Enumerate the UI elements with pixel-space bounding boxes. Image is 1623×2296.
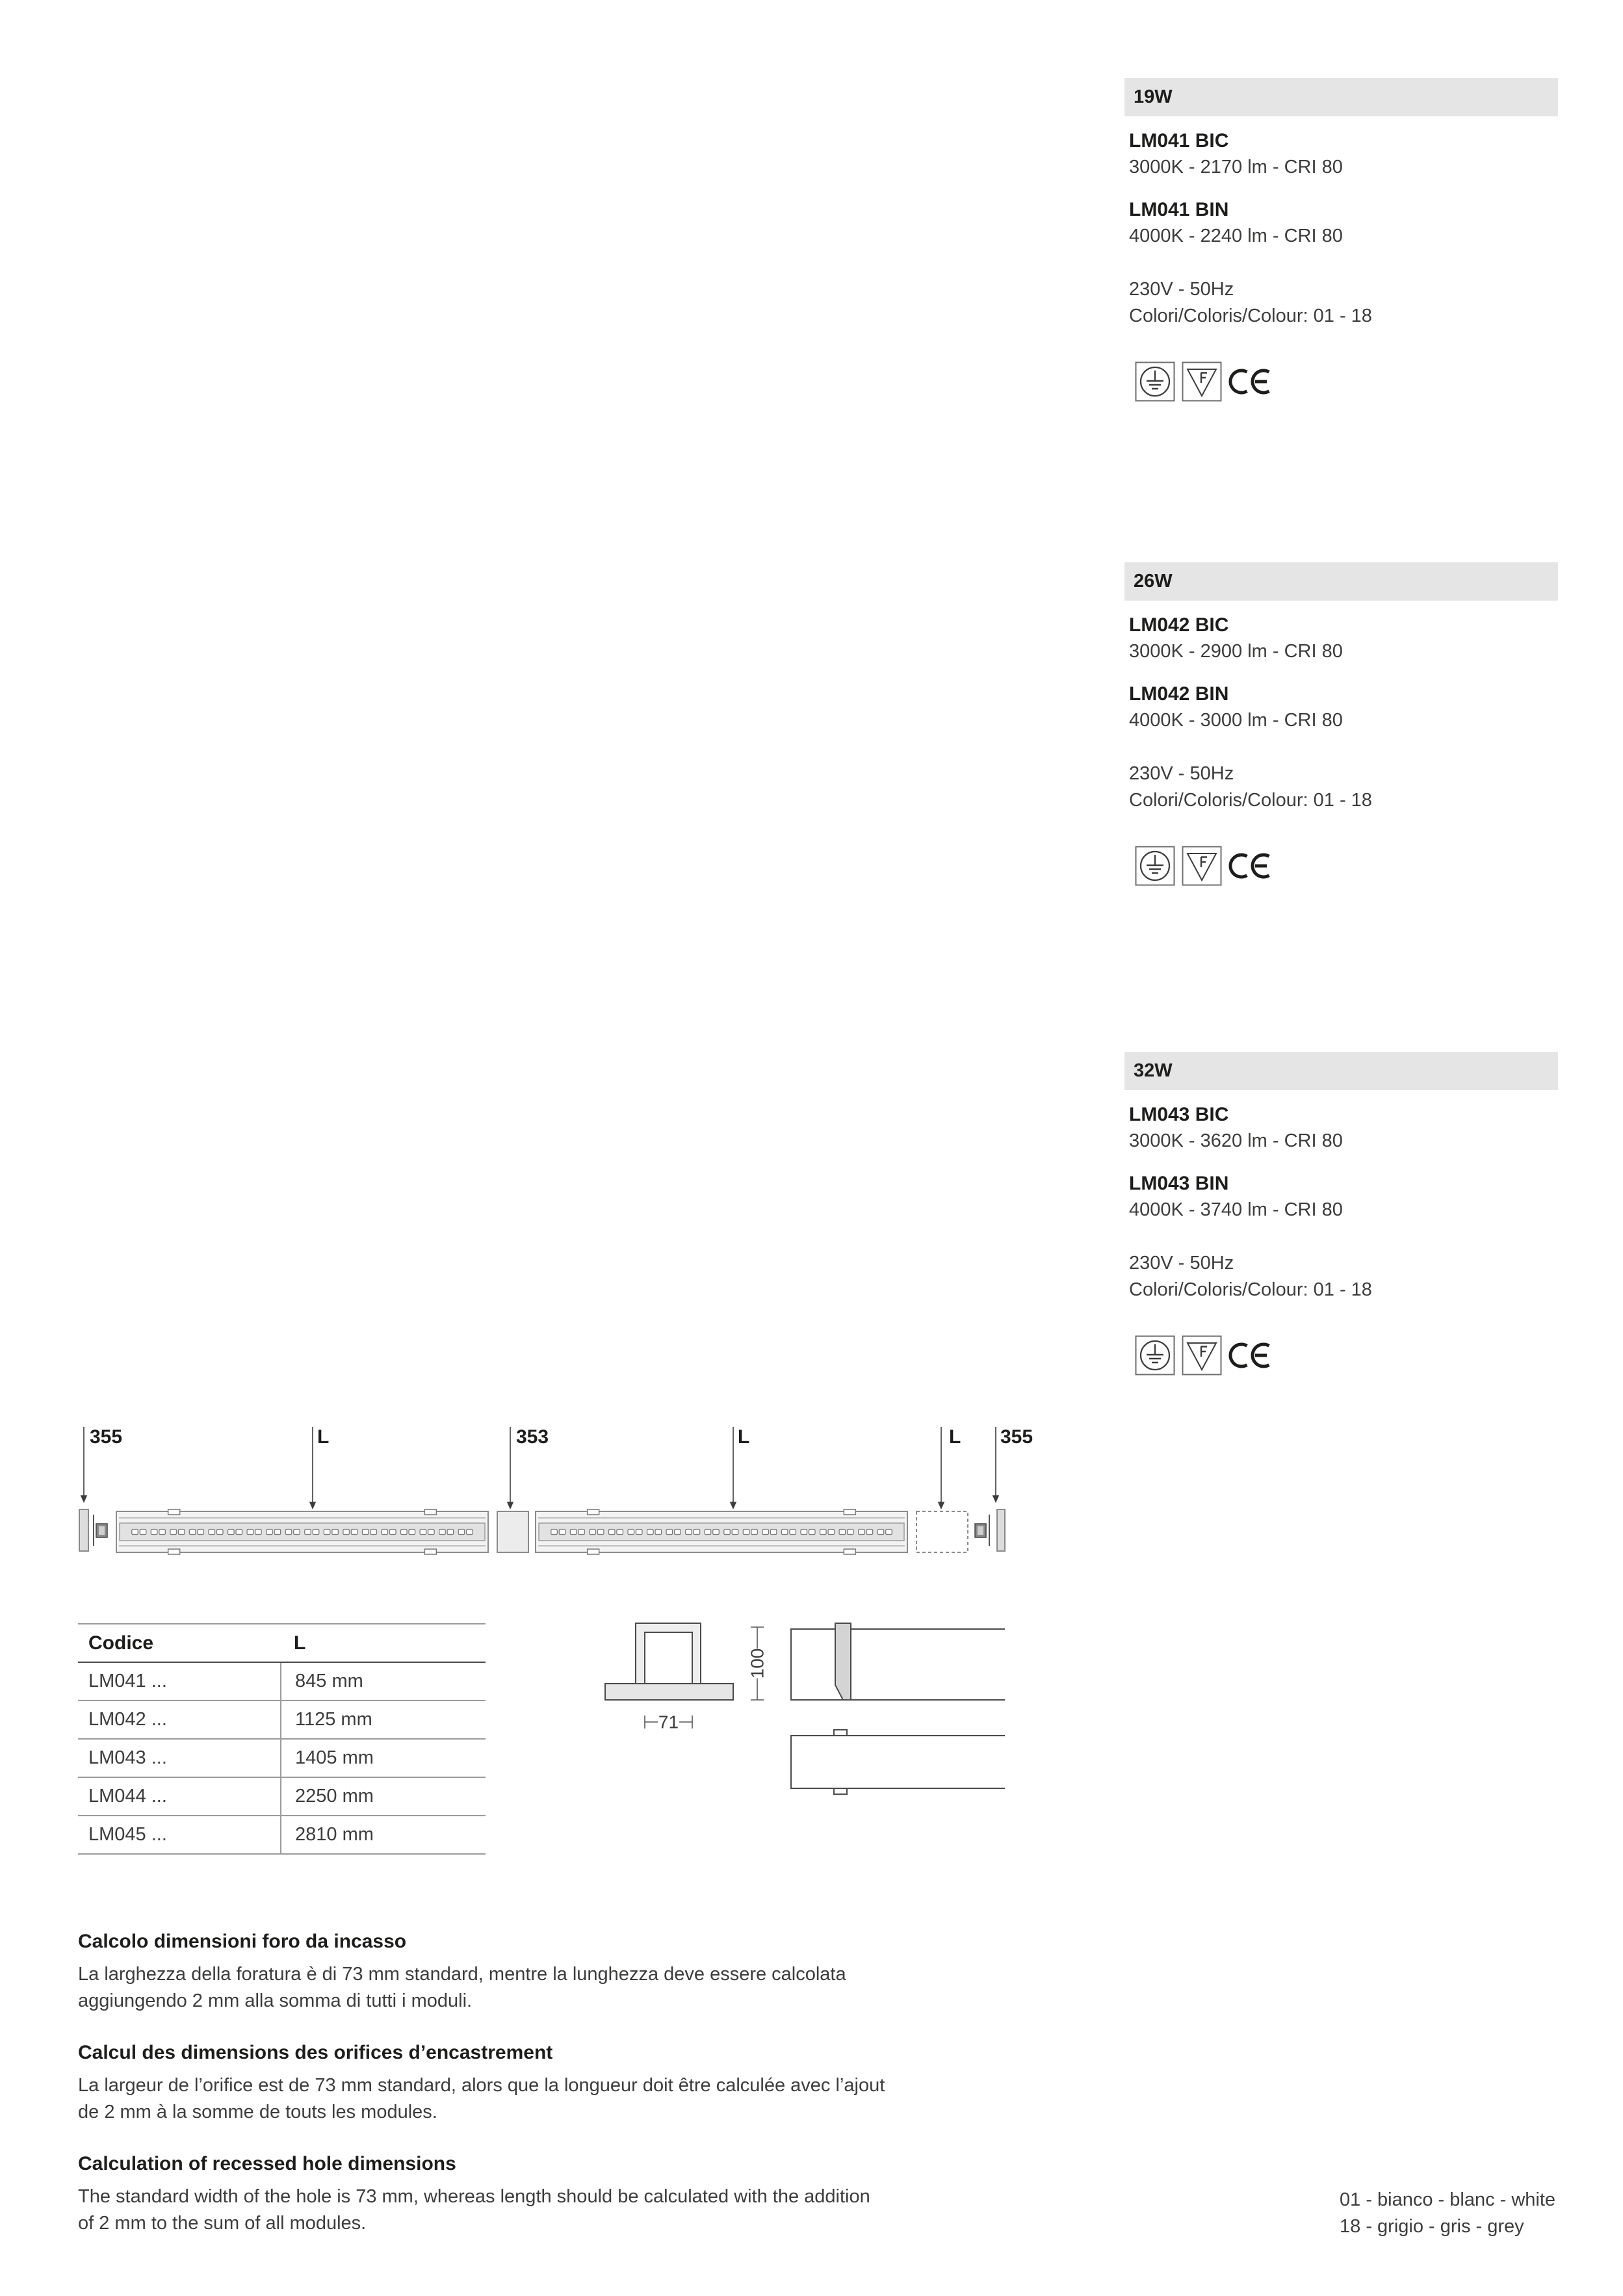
led-module: [536, 1509, 907, 1554]
end-cap-left: [79, 1509, 88, 1551]
note-title: Calculation of recessed hole dimensions: [78, 2153, 456, 2174]
earth-class-icon: [1135, 361, 1175, 402]
led-chip: [801, 1530, 807, 1535]
spacer-block: [497, 1511, 528, 1552]
led-chip: [877, 1530, 884, 1535]
led-chip: [236, 1530, 242, 1535]
led-chip: [198, 1530, 204, 1535]
earth-class-icon: [1135, 1335, 1175, 1376]
led-chip: [428, 1530, 435, 1535]
model-code: LM043 BIN: [1129, 1173, 1229, 1194]
dimension-label: 355: [1000, 1426, 1033, 1448]
led-chip: [781, 1530, 788, 1535]
led-chip: [305, 1530, 311, 1535]
dimension-label: 355: [90, 1426, 123, 1448]
f-mark-icon: [1182, 846, 1222, 886]
model-code: LM041 BIN: [1129, 199, 1229, 220]
led-chip: [140, 1530, 146, 1535]
model-code: LM043 BIC: [1129, 1104, 1229, 1125]
cell-code: LM042 ...: [88, 1709, 167, 1730]
note-english: [78, 2150, 988, 2237]
optional-module-outline: [916, 1511, 968, 1552]
model-spec: 4000K - 3000 lm - CRI 80: [1129, 710, 1343, 731]
led-chip: [559, 1530, 565, 1535]
led-chip: [597, 1530, 604, 1535]
led-chip: [255, 1530, 262, 1535]
cell-length: 1405 mm: [280, 1740, 486, 1777]
led-chip: [447, 1530, 454, 1535]
pointer-arrow: [508, 1502, 513, 1508]
led-chip: [578, 1530, 585, 1535]
model-spec: 4000K - 2240 lm - CRI 80: [1129, 226, 1343, 246]
profile-drawings: [585, 1606, 1027, 1801]
cell-code: LM045 ...: [88, 1824, 167, 1845]
codes-table: [78, 1623, 486, 1855]
model-spec: 3000K - 2900 lm - CRI 80: [1129, 641, 1343, 662]
mounting-tab: [588, 1509, 599, 1515]
connector-detail: [99, 1526, 105, 1535]
cell-length: 2250 mm: [280, 1778, 486, 1815]
led-chip: [628, 1530, 634, 1535]
led-chip: [439, 1530, 446, 1535]
side-profile-outline: [791, 1736, 1005, 1788]
column-header-length: L: [294, 1632, 306, 1654]
mounting-tab: [844, 1509, 855, 1515]
led-chip: [178, 1530, 185, 1535]
pointer-arrow: [939, 1502, 944, 1508]
table-header-row: [78, 1624, 486, 1663]
certification-marks: [1124, 1335, 1558, 1377]
led-chip: [228, 1530, 235, 1535]
led-chip: [266, 1530, 273, 1535]
led-chip: [332, 1530, 339, 1535]
led-chip: [705, 1530, 711, 1535]
led-chip: [713, 1530, 720, 1535]
power-header: [1124, 78, 1558, 116]
mounting-tab: [168, 1549, 180, 1554]
led-chip: [636, 1530, 643, 1535]
mounting-tab: [424, 1549, 436, 1554]
led-chip: [848, 1530, 854, 1535]
spec-block-26w: [1124, 562, 1558, 887]
mounting-tab: [588, 1549, 599, 1554]
led-chip: [743, 1530, 749, 1535]
voltage-text: 230V - 50Hz: [1129, 279, 1234, 300]
colour-legend-item: 18 - grigio - gris - grey: [1340, 2216, 1524, 2237]
led-chip: [170, 1530, 177, 1535]
cell-length: 1125 mm: [280, 1701, 486, 1738]
led-chip: [285, 1530, 292, 1535]
earth-class-icon: [1135, 846, 1175, 886]
led-chip: [209, 1530, 215, 1535]
led-chip: [274, 1530, 281, 1535]
table-row: [78, 1778, 486, 1816]
led-chip: [859, 1530, 865, 1535]
cell-code: LM041 ...: [88, 1671, 167, 1691]
led-chip: [382, 1530, 388, 1535]
model-code: LM041 BIC: [1129, 130, 1229, 151]
led-chip: [351, 1530, 357, 1535]
flange: [605, 1684, 733, 1700]
note-title: Calcul des dimensions des orifices d’encastrement: [78, 2042, 553, 2063]
side-end-cap: [835, 1623, 851, 1700]
led-chip: [467, 1530, 473, 1535]
led-chip: [675, 1530, 681, 1535]
certification-marks: [1124, 361, 1558, 403]
led-chip: [790, 1530, 796, 1535]
certification-marks: [1124, 846, 1558, 887]
model-code: LM042 BIN: [1129, 683, 1229, 705]
dimension-label: L: [738, 1426, 750, 1448]
note-text-line: The standard width of the hole is 73 mm, whereas length should be calculated with the addition: [78, 2186, 870, 2207]
led-chip: [686, 1530, 692, 1535]
ce-mark-icon: [1227, 846, 1274, 886]
pointer-arrow: [731, 1502, 736, 1508]
led-chip: [409, 1530, 415, 1535]
cell-length: 845 mm: [280, 1663, 486, 1700]
table-row: [78, 1816, 486, 1855]
led-chip: [590, 1530, 596, 1535]
dimension-label: L: [317, 1426, 330, 1448]
cell-length: 2810 mm: [280, 1816, 486, 1853]
f-mark-icon: [1182, 1335, 1222, 1376]
power-label: 32W: [1134, 1060, 1173, 1081]
power-header: [1124, 1052, 1558, 1090]
installation-notes: [78, 1928, 988, 2262]
mounting-tab: [424, 1509, 436, 1515]
led-chip: [159, 1530, 166, 1535]
voltage-text: 230V - 50Hz: [1129, 1253, 1234, 1273]
cross-section: [605, 1623, 733, 1700]
led-chip: [866, 1530, 873, 1535]
model-spec: 3000K - 3620 lm - CRI 80: [1129, 1130, 1343, 1151]
led-chip: [647, 1530, 654, 1535]
power-header: [1124, 562, 1558, 601]
note-text-line: aggiungendo 2 mm alla somma di tutti i moduli.: [78, 1990, 473, 2011]
note-french: [78, 2039, 988, 2126]
led-chip: [839, 1530, 846, 1535]
led-chip: [247, 1530, 253, 1535]
led-chip: [390, 1530, 396, 1535]
led-chip: [551, 1530, 558, 1535]
led-chip: [420, 1530, 426, 1535]
colours-text: Colori/Coloris/Colour: 01 - 18: [1129, 1279, 1372, 1300]
mounting-tab: [834, 1788, 847, 1794]
led-chip: [617, 1530, 623, 1535]
side-view-top: [791, 1623, 1005, 1700]
assembly-diagram: [0, 1417, 1066, 1567]
dimension-label: L: [949, 1426, 961, 1448]
ce-mark-icon: [1227, 1335, 1274, 1376]
note-italian: [78, 1928, 988, 2015]
led-chip: [294, 1530, 300, 1535]
cell-code: LM043 ...: [88, 1747, 167, 1768]
profile-inner: [645, 1632, 692, 1684]
colours-text: Colori/Coloris/Colour: 01 - 18: [1129, 306, 1372, 326]
led-chip: [809, 1530, 816, 1535]
led-chip: [732, 1530, 738, 1535]
pointer-arrow: [310, 1502, 315, 1508]
led-chip: [458, 1530, 465, 1535]
note-text-line: de 2 mm à la somme de touts les modules.: [78, 2102, 437, 2122]
led-chip: [751, 1530, 758, 1535]
note-text-line: La largeur de l’orifice est de 73 mm standard, alors que la longueur doit être calculée avec l’ajout: [78, 2075, 885, 2096]
end-cap-right: [997, 1509, 1005, 1551]
mounting-tab: [834, 1730, 847, 1736]
led-chip: [770, 1530, 777, 1535]
led-chip: [324, 1530, 330, 1535]
dimension-label: 353: [516, 1426, 549, 1448]
height-dimension-label: 100: [747, 1648, 768, 1679]
side-profile-outline: [791, 1629, 1005, 1700]
pointer-arrow: [993, 1496, 998, 1502]
spec-block-32w: [1124, 1052, 1558, 1377]
note-text-line: La larghezza della foratura è di 73 mm standard, mentre la lunghezza deve essere calcolata: [78, 1964, 846, 1985]
table-row: [78, 1663, 486, 1701]
led-chip: [820, 1530, 827, 1535]
mounting-tab: [168, 1509, 180, 1515]
colours-text: Colori/Coloris/Colour: 01 - 18: [1129, 790, 1372, 811]
led-chip: [370, 1530, 377, 1535]
model-spec: 4000K - 3740 lm - CRI 80: [1129, 1199, 1343, 1220]
cell-code: LM044 ...: [88, 1786, 167, 1807]
led-module: [116, 1509, 488, 1554]
led-chip: [343, 1530, 350, 1535]
model-code: LM042 BIC: [1129, 614, 1229, 636]
led-chip: [608, 1530, 615, 1535]
led-chip: [151, 1530, 157, 1535]
led-chip: [828, 1530, 835, 1535]
ce-mark-icon: [1227, 361, 1274, 402]
voltage-text: 230V - 50Hz: [1129, 763, 1234, 784]
power-label: 19W: [1134, 86, 1173, 107]
colour-legend-item: 01 - bianco - blanc - white: [1340, 2189, 1556, 2210]
table-row: [78, 1740, 486, 1778]
led-chip: [132, 1530, 138, 1535]
led-chip: [401, 1530, 408, 1535]
led-chip: [666, 1530, 673, 1535]
led-chip: [762, 1530, 769, 1535]
power-label: 26W: [1134, 571, 1173, 592]
connector-detail: [978, 1526, 983, 1535]
led-chip: [189, 1530, 196, 1535]
led-chip: [362, 1530, 369, 1535]
model-spec: 3000K - 2170 lm - CRI 80: [1129, 157, 1343, 177]
column-header-code: Codice: [88, 1632, 154, 1654]
colour-legend: [1340, 2187, 1555, 2240]
pointer-arrow: [81, 1496, 86, 1502]
led-chip: [655, 1530, 662, 1535]
led-chip: [724, 1530, 731, 1535]
led-chip: [694, 1530, 700, 1535]
table-row: [78, 1701, 486, 1740]
led-chip: [570, 1530, 577, 1535]
note-text-line: of 2 mm to the sum of all modules.: [78, 2213, 367, 2234]
led-chip: [886, 1530, 892, 1535]
f-mark-icon: [1182, 361, 1222, 402]
led-chip: [217, 1530, 224, 1535]
led-chip: [313, 1530, 319, 1535]
spec-block-19w: [1124, 78, 1558, 403]
mounting-tab: [844, 1549, 855, 1554]
width-dimension-label: 71: [658, 1712, 679, 1732]
note-title: Calcolo dimensioni foro da incasso: [78, 1931, 407, 1952]
side-view-bottom: [791, 1730, 1005, 1794]
